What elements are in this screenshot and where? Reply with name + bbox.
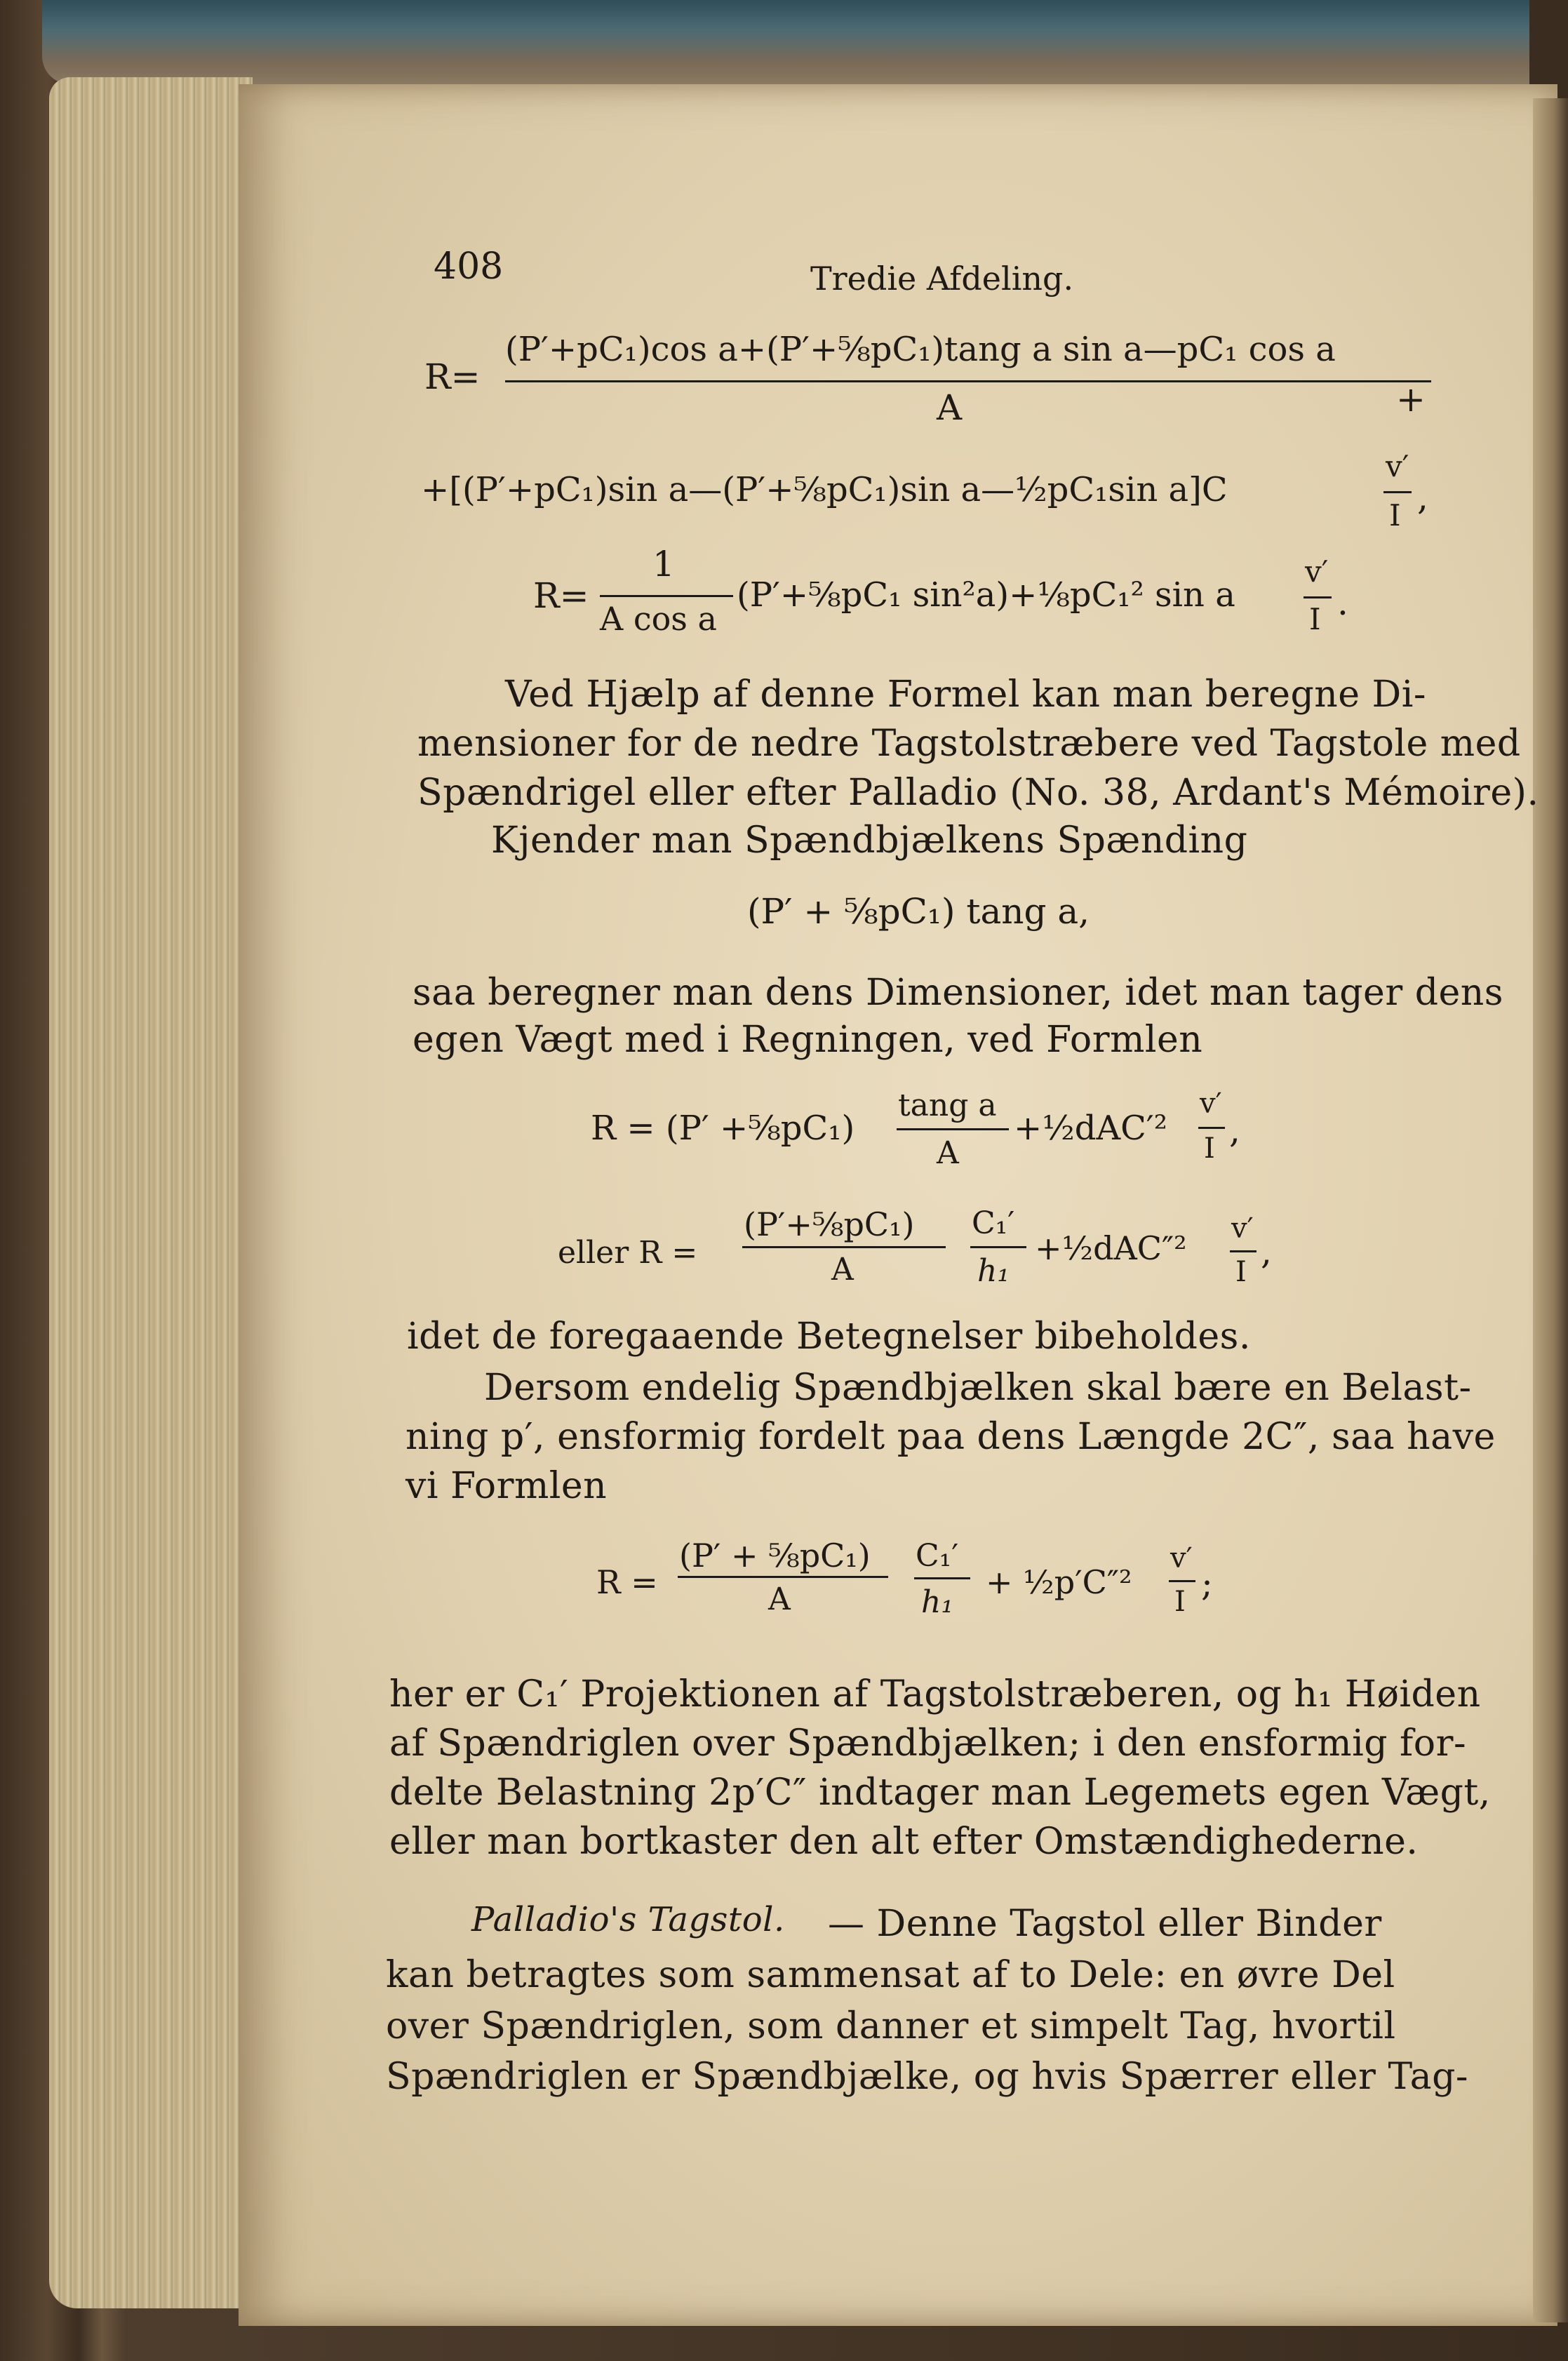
formula-4: (P′ + ⅝pC₁) tang a, — [747, 891, 1090, 932]
paragraph-2-line-1: saa beregner man dens Dimensioner, idet man tager dens — [413, 972, 1503, 1014]
formula-2-num: v′ — [1386, 449, 1409, 483]
formula-5-vnum: v′ — [1200, 1088, 1222, 1120]
formula-6-vbar — [1230, 1250, 1257, 1252]
book-cover-top — [42, 0, 1529, 84]
formula-6-den1: A — [831, 1252, 854, 1287]
formula-5-bar — [897, 1128, 1009, 1130]
formula-1-trail: + — [1396, 379, 1426, 420]
formula-5-vbar — [1198, 1127, 1225, 1129]
formula-6-num1: (P′+⅝pC₁) — [744, 1205, 915, 1243]
formula-1-lhs: R= — [424, 356, 481, 397]
formula-7-mid: + ½p′C″² — [986, 1563, 1132, 1601]
page-edge-right — [1533, 98, 1568, 2322]
formula-1-fraction-bar — [505, 380, 1431, 382]
formula-7-lhs: R = — [596, 1563, 658, 1601]
paragraph-5-line-2: kan betragtes som sammensat af to Dele: en øvre Del — [386, 1954, 1395, 1996]
paragraph-4-line-4: eller man bortkaster den alt efter Omstændighederne. — [389, 1821, 1419, 1863]
section-heading-palladio: Palladio's Tagstol. — [471, 1900, 785, 1939]
formula-5-mid: +½dAC′² — [1014, 1109, 1167, 1148]
formula-3-vnum: v′ — [1305, 554, 1329, 589]
formula-5-num: tang a — [898, 1088, 997, 1123]
paragraph-5-line-4: Spændriglen er Spændbjælke, og hvis Spærrer eller Tag- — [386, 2056, 1468, 2098]
formula-7-vnum: v′ — [1170, 1542, 1193, 1574]
formula-3-vbar — [1304, 596, 1332, 598]
formula-7-vbar — [1169, 1580, 1195, 1582]
formula-3-num: 1 — [652, 544, 675, 584]
paragraph-4-line-2: af Spændriglen over Spændbjælken; i den ensformig for- — [389, 1723, 1467, 1765]
paragraph-4-line-3: delte Belastning 2p′C″ indtager man Legemets egen Vægt, — [389, 1772, 1491, 1814]
formula-6-bar1 — [742, 1246, 946, 1248]
formula-6-vden: I — [1235, 1256, 1247, 1288]
running-title: Tredie Afdeling. — [810, 260, 1074, 297]
paragraph-3-line-4: vi Formlen — [406, 1465, 608, 1507]
formula-3-trail: . — [1337, 582, 1348, 623]
paragraph-1-line-1: Ved Hjælp af denne Formel kan man beregne Di- — [505, 674, 1426, 716]
formula-7-num1: (P′ + ⅝pC₁) — [679, 1537, 871, 1574]
paragraph-3-line-1: idet de foregaaende Betegnelser bibeholdes. — [407, 1316, 1251, 1358]
paragraph-5-line-1-rest: — Denne Tagstol eller Binder — [828, 1903, 1382, 1945]
formula-6-vnum: v′ — [1231, 1212, 1254, 1245]
formula-7-den1: A — [768, 1581, 791, 1617]
page-number: 408 — [434, 246, 504, 288]
formula-1-numerator: (P′+pC₁)cos a+(P′+⅝pC₁)tang a sin a—pC₁ cos a — [505, 330, 1336, 369]
formula-2-den: I — [1389, 498, 1401, 533]
formula-2-bar — [1383, 491, 1412, 493]
formula-3-vden: I — [1309, 602, 1321, 636]
paragraph-1-line-3: Spændrigel eller efter Palladio (No. 38, Ardant's Mémoire). — [417, 772, 1539, 814]
paragraph-4-line-1: her er C₁′ Projektionen af Tagstolstræberen, og h₁ Høiden — [389, 1673, 1481, 1715]
formula-5-vden: I — [1204, 1132, 1215, 1165]
formula-6-lhs: eller R = — [558, 1235, 698, 1271]
formula-1-denominator: A — [937, 387, 963, 428]
formula-5-lhs: R = (P′ +⅝pC₁) — [591, 1109, 855, 1148]
formula-3-body: (P′+⅝pC₁ sin²a)+⅛pC₁² sin a — [737, 575, 1235, 615]
formula-6-bar2 — [970, 1246, 1026, 1248]
formula-7-den2: h₁ — [921, 1584, 953, 1620]
page-edges-left — [49, 77, 253, 2308]
paragraph-5-line-3: over Spændriglen, som danner et simpelt Tag, hvortil — [386, 2005, 1396, 2047]
paragraph-1-line-2: mensioner for de nedre Tagstolstræbere ved Tagstole med — [417, 723, 1521, 765]
paragraph-3-line-2: Dersom endelig Spændbjælken skal bære en Belast- — [484, 1367, 1472, 1409]
formula-6-mid: +½dAC″² — [1035, 1229, 1187, 1267]
paragraph-1-line-4: Kjender man Spændbjælkens Spænding — [491, 820, 1248, 862]
formula-3-den: A cos a — [600, 600, 717, 638]
formula-7-bar2 — [914, 1577, 970, 1579]
formula-2-body: +[(P′+pC₁)sin a—(P′+⅝pC₁)sin a—½pC₁sin a]C — [421, 470, 1228, 509]
formula-2-trail: , — [1417, 477, 1428, 518]
formula-6-den2: h₁ — [977, 1253, 1010, 1289]
paragraph-3-line-3: ning p′, ensformig fordelt paa dens Længde 2C″, saa have — [406, 1416, 1496, 1458]
formula-5-den: A — [937, 1135, 959, 1171]
formula-7-num2: C₁′ — [916, 1538, 959, 1574]
formula-7-vden: I — [1174, 1586, 1186, 1618]
formula-5-trail: , — [1229, 1110, 1240, 1151]
formula-7-bar1 — [678, 1576, 888, 1578]
paragraph-2-line-2: egen Vægt med i Regningen, ved Formlen — [413, 1019, 1203, 1061]
formula-6-trail: , — [1261, 1231, 1272, 1272]
formula-6-num2: C₁′ — [972, 1205, 1015, 1241]
formula-7-trail: ; — [1201, 1563, 1213, 1604]
formula-3-bar — [600, 595, 733, 597]
formula-3-lhs: R= — [533, 575, 589, 616]
